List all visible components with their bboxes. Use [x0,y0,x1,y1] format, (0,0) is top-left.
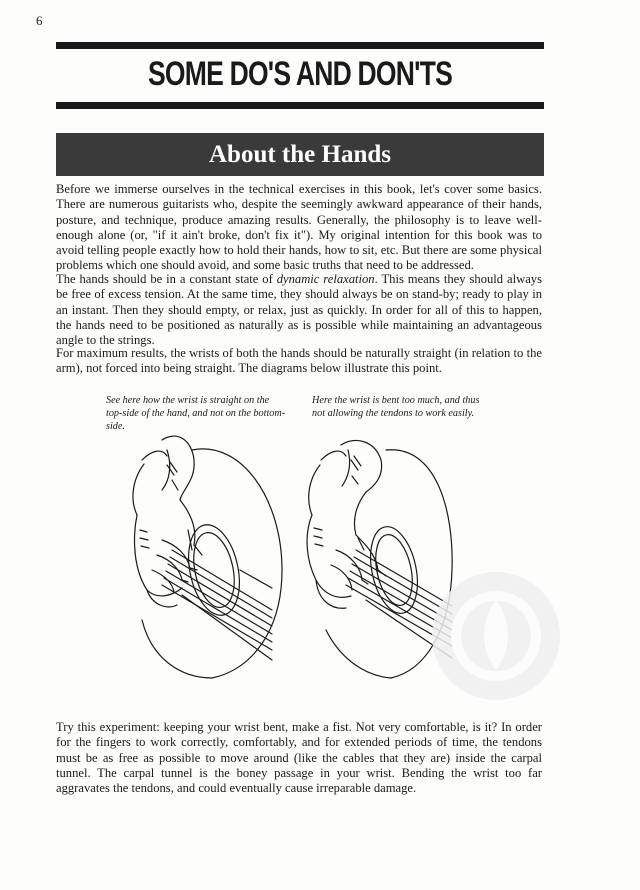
caption-bent-wrist: Here the wrist is bent too much, and thus not allowing the tendons to work easily. [312,395,480,419]
title-rule-top [56,42,544,49]
emphasis-dynamic-relaxation: dynamic relaxation [276,272,375,286]
title-rule-bottom [56,102,544,109]
paragraph-intro: Before we immerse ourselves in the technical exercises in this book, let's cover some basics. There are numerous guitarists who, despite the seemingly awkward appearance of their hands, posture, and technique, produce amazing results. Generally, the philosophy is to leave well-enough alone (or, "if it ain't broke, don't fix it"). My original intention for this book was to avoid telling people exactly how to hold their hands, how to sit, etc. But there are some physical problems which one should avoid, and some basic truths that need to be addressed. [56,182,542,273]
caption-straight-wrist: See here how the wrist is straight on the top-side of the hand, and not on the bottom-side. [106,395,286,432]
paragraph-relaxation-rest: . This means they should always be free of excess tension. At the same time, they should always be on stand-by; ready to play in an instant. Then they should empty, or relax, just as quickly. In order for all of this to happen, the hands need to be positioned as naturally as is possible while maintaining an advantageous angle to the strings. [56,272,542,348]
chapter-title: SOME DO'S AND DON'TS [148,55,452,93]
section-banner [56,133,544,176]
paragraph-experiment: Try this experiment: keeping your wrist bent, make a fist. Not very comfortable, is it? In order for the fingers to work correctly, comfortably, and for extended periods of time, the tendons must be as free as possible to move around (like the cables that they are) inside the carpal tunnel. The carpal tunnel is the boney passage in your wrist. Bending the wrist too far aggravates the tendons, and could eventually cause irreparable damage. [56,720,542,796]
section-title: About the Hands [209,141,391,168]
illustration-straight-wrist [122,420,288,682]
paragraph-relaxation [56,272,542,348]
paragraph-wrists: For maximum results, the wrists of both the hands should be naturally straight (in relation to the arm), not forced into being straight. The diagrams below illustrate this point. [56,346,542,376]
page-number: 6 [36,13,43,28]
paragraph-relaxation-start: The hands should be in a constant state of [56,272,277,286]
watermark-seal-icon [430,570,562,702]
